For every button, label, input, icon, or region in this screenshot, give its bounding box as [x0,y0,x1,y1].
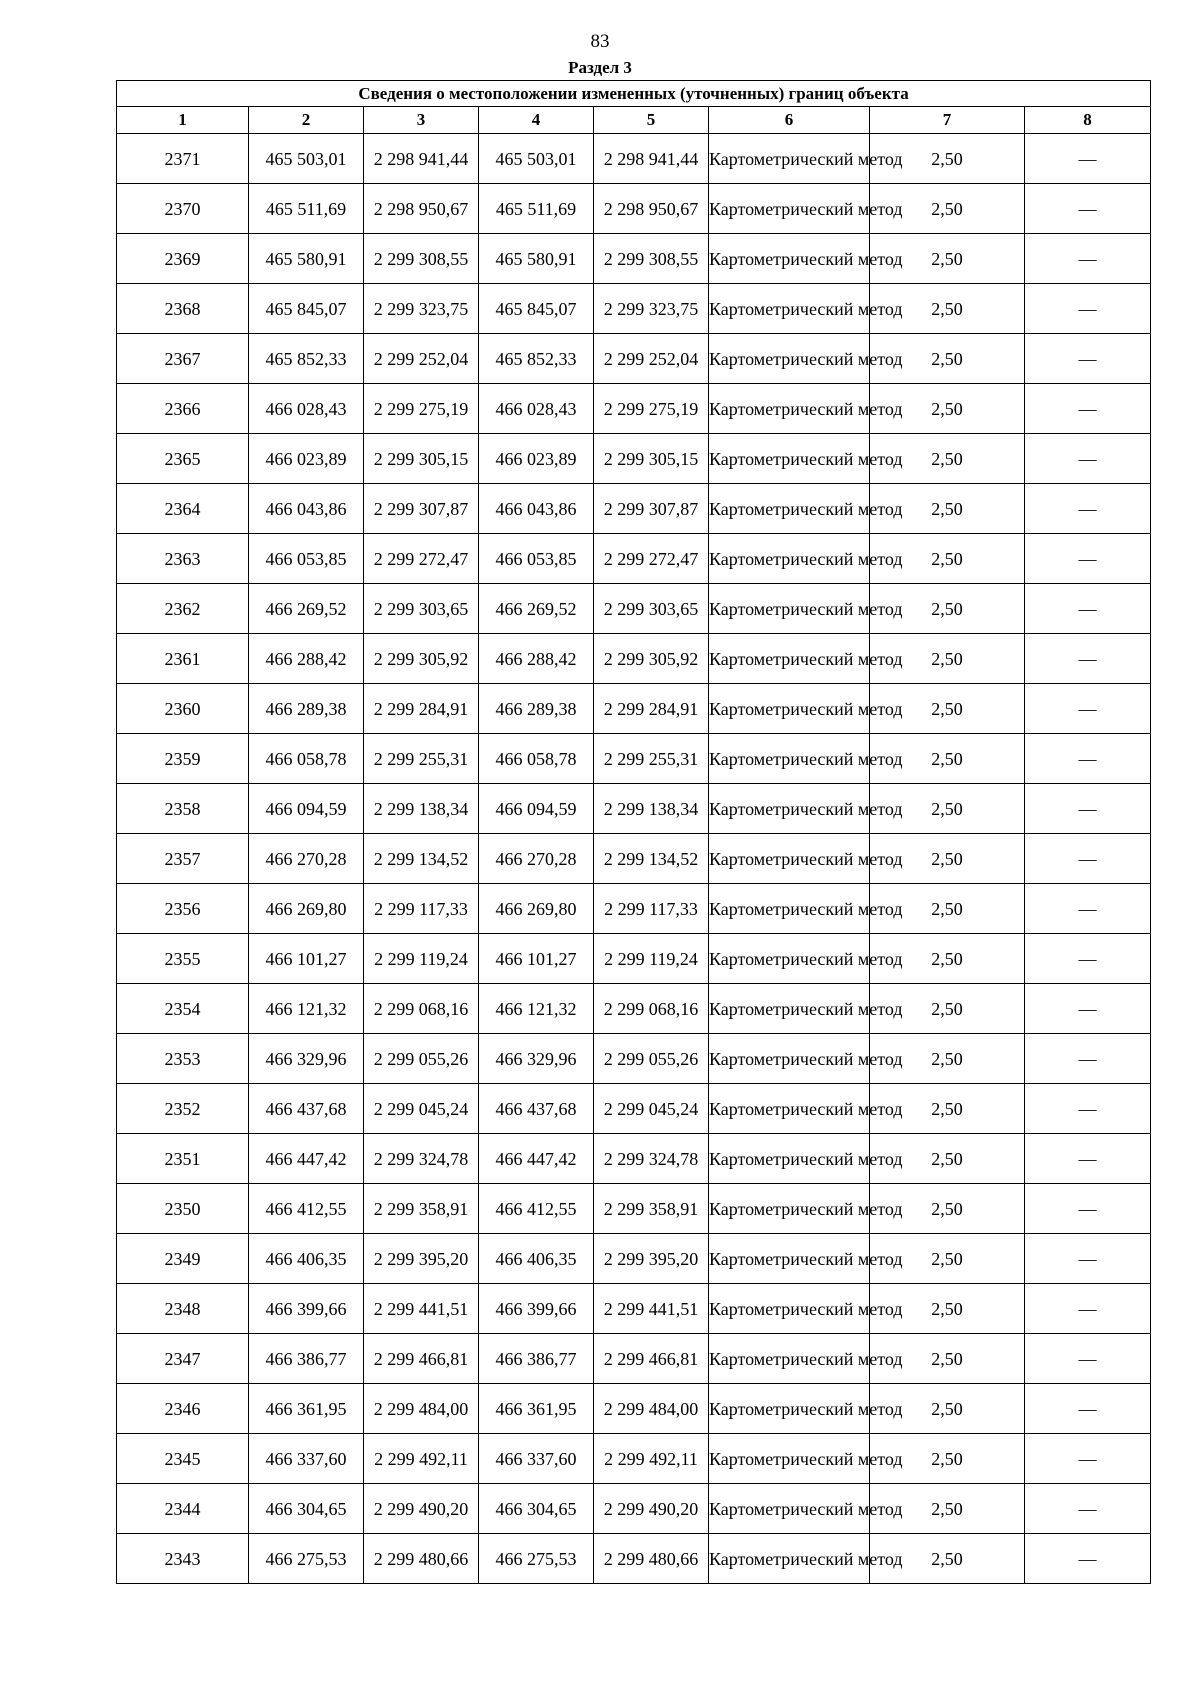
table-row [117,534,1151,584]
x-existing-cell: 466 270,28 [249,834,364,884]
method-cell: Картометрический метод [709,884,870,934]
y-existing-cell: 2 299 303,65 [364,584,479,634]
table-row [117,784,1151,834]
y-new-cell: 2 298 950,67 [594,184,709,234]
point-number-cell: 2358 [117,784,249,834]
accuracy-cell: 2,50 [870,584,1025,634]
point-number-cell: 2356 [117,884,249,934]
y-new-cell: 2 299 068,16 [594,984,709,1034]
x-existing-cell: 466 289,38 [249,684,364,734]
accuracy-cell: 2,50 [870,1084,1025,1134]
table-row [117,934,1151,984]
x-existing-cell: 466 043,86 [249,484,364,534]
x-existing-cell: 466 275,53 [249,1534,364,1584]
accuracy-cell: 2,50 [870,384,1025,434]
table-row [117,734,1151,784]
x-new-cell: 466 101,27 [479,934,594,984]
y-existing-cell: 2 299 272,47 [364,534,479,584]
method-cell: Картометрический метод [709,1134,870,1184]
description-cell: — [1025,1284,1151,1334]
y-existing-cell: 2 299 466,81 [364,1334,479,1384]
y-new-cell: 2 298 941,44 [594,134,709,184]
description-cell: — [1025,584,1151,634]
method-cell: Картометрический метод [709,284,870,334]
point-number-cell: 2366 [117,384,249,434]
accuracy-cell: 2,50 [870,334,1025,384]
x-existing-cell: 465 511,69 [249,184,364,234]
x-existing-cell: 465 845,07 [249,284,364,334]
description-cell: — [1025,934,1151,984]
x-existing-cell: 466 337,60 [249,1434,364,1484]
accuracy-cell: 2,50 [870,1334,1025,1384]
y-existing-cell: 2 299 324,78 [364,1134,479,1184]
table-row [117,984,1151,1034]
y-new-cell: 2 299 490,20 [594,1484,709,1534]
accuracy-cell: 2,50 [870,884,1025,934]
description-cell: — [1025,1084,1151,1134]
method-cell: Картометрический метод [709,784,870,834]
description-cell: — [1025,334,1151,384]
y-existing-cell: 2 299 119,24 [364,934,479,984]
y-existing-cell: 2 299 275,19 [364,384,479,434]
y-existing-cell: 2 299 307,87 [364,484,479,534]
point-number-cell: 2371 [117,134,249,184]
x-existing-cell: 466 386,77 [249,1334,364,1384]
x-existing-cell: 466 406,35 [249,1234,364,1284]
column-header: 6 [709,107,870,134]
y-new-cell: 2 299 308,55 [594,234,709,284]
table-row [117,1534,1151,1584]
x-new-cell: 466 406,35 [479,1234,594,1284]
y-new-cell: 2 299 395,20 [594,1234,709,1284]
table-row [117,1034,1151,1084]
point-number-cell: 2345 [117,1434,249,1484]
description-cell: — [1025,834,1151,884]
accuracy-cell: 2,50 [870,1184,1025,1234]
x-existing-cell: 466 101,27 [249,934,364,984]
point-number-cell: 2367 [117,334,249,384]
description-cell: — [1025,434,1151,484]
x-existing-cell: 466 058,78 [249,734,364,784]
y-existing-cell: 2 299 490,20 [364,1484,479,1534]
table-row [117,884,1151,934]
column-header: 8 [1025,107,1151,134]
x-existing-cell: 466 329,96 [249,1034,364,1084]
x-new-cell: 466 275,53 [479,1534,594,1584]
x-existing-cell: 465 852,33 [249,334,364,384]
description-cell: — [1025,234,1151,284]
x-new-cell: 466 337,60 [479,1434,594,1484]
description-cell: — [1025,634,1151,684]
table-row [117,1234,1151,1284]
point-number-cell: 2354 [117,984,249,1034]
y-new-cell: 2 299 272,47 [594,534,709,584]
x-new-cell: 465 580,91 [479,234,594,284]
method-cell: Картометрический метод [709,1334,870,1384]
x-new-cell: 466 269,80 [479,884,594,934]
coordinates-table [116,80,1151,1584]
y-new-cell: 2 299 305,15 [594,434,709,484]
method-cell: Картометрический метод [709,234,870,284]
point-number-cell: 2346 [117,1384,249,1434]
y-existing-cell: 2 299 492,11 [364,1434,479,1484]
y-new-cell: 2 299 305,92 [594,634,709,684]
x-new-cell: 465 503,01 [479,134,594,184]
accuracy-cell: 2,50 [870,834,1025,884]
x-new-cell: 465 845,07 [479,284,594,334]
description-cell: — [1025,284,1151,334]
description-cell: — [1025,384,1151,434]
accuracy-cell: 2,50 [870,1384,1025,1434]
method-cell: Картометрический метод [709,1184,870,1234]
description-cell: — [1025,884,1151,934]
point-number-cell: 2349 [117,1234,249,1284]
description-cell: — [1025,484,1151,534]
table-row [117,1284,1151,1334]
accuracy-cell: 2,50 [870,284,1025,334]
method-cell: Картометрический метод [709,934,870,984]
y-new-cell: 2 299 441,51 [594,1284,709,1334]
description-cell: — [1025,1184,1151,1234]
x-new-cell: 466 361,95 [479,1384,594,1434]
x-new-cell: 466 289,38 [479,684,594,734]
y-new-cell: 2 299 045,24 [594,1084,709,1134]
y-existing-cell: 2 299 138,34 [364,784,479,834]
y-existing-cell: 2 299 395,20 [364,1234,479,1284]
y-new-cell: 2 299 117,33 [594,884,709,934]
method-cell: Картометрический метод [709,384,870,434]
table-row [117,1184,1151,1234]
page-number: 83 [590,31,610,52]
point-number-cell: 2353 [117,1034,249,1084]
y-existing-cell: 2 299 358,91 [364,1184,479,1234]
method-cell: Картометрический метод [709,634,870,684]
point-number-cell: 2350 [117,1184,249,1234]
method-cell: Картометрический метод [709,1434,870,1484]
accuracy-cell: 2,50 [870,1284,1025,1334]
y-existing-cell: 2 299 134,52 [364,834,479,884]
y-existing-cell: 2 299 055,26 [364,1034,479,1084]
y-existing-cell: 2 299 441,51 [364,1284,479,1334]
table-row [117,1434,1151,1484]
x-existing-cell: 466 053,85 [249,534,364,584]
method-cell: Картометрический метод [709,1234,870,1284]
x-existing-cell: 466 288,42 [249,634,364,684]
point-number-cell: 2359 [117,734,249,784]
y-existing-cell: 2 299 252,04 [364,334,479,384]
table-row [117,234,1151,284]
point-number-cell: 2355 [117,934,249,984]
description-cell: — [1025,1334,1151,1384]
x-existing-cell: 466 361,95 [249,1384,364,1434]
description-cell: — [1025,684,1151,734]
table-row [117,284,1151,334]
x-existing-cell: 466 269,52 [249,584,364,634]
description-cell: — [1025,784,1151,834]
x-new-cell: 466 399,66 [479,1284,594,1334]
description-cell: — [1025,1234,1151,1284]
point-number-cell: 2351 [117,1134,249,1184]
y-existing-cell: 2 299 480,66 [364,1534,479,1584]
accuracy-cell: 2,50 [870,784,1025,834]
point-number-cell: 2348 [117,1284,249,1334]
point-number-cell: 2352 [117,1084,249,1134]
y-new-cell: 2 299 275,19 [594,384,709,434]
accuracy-cell: 2,50 [870,534,1025,584]
method-cell: Картометрический метод [709,584,870,634]
table-row [117,384,1151,434]
y-new-cell: 2 299 307,87 [594,484,709,534]
y-new-cell: 2 299 484,00 [594,1384,709,1434]
point-number-cell: 2360 [117,684,249,734]
accuracy-cell: 2,50 [870,134,1025,184]
accuracy-cell: 2,50 [870,984,1025,1034]
method-cell: Картометрический метод [709,434,870,484]
x-existing-cell: 465 580,91 [249,234,364,284]
column-header: 2 [249,107,364,134]
column-header: 7 [870,107,1025,134]
table-row [117,684,1151,734]
x-existing-cell: 466 094,59 [249,784,364,834]
x-existing-cell: 466 399,66 [249,1284,364,1334]
point-number-cell: 2365 [117,434,249,484]
x-existing-cell: 466 028,43 [249,384,364,434]
description-cell: — [1025,1384,1151,1434]
x-existing-cell: 466 412,55 [249,1184,364,1234]
accuracy-cell: 2,50 [870,734,1025,784]
y-existing-cell: 2 299 068,16 [364,984,479,1034]
accuracy-cell: 2,50 [870,1034,1025,1084]
y-existing-cell: 2 299 323,75 [364,284,479,334]
point-number-cell: 2369 [117,234,249,284]
x-new-cell: 466 094,59 [479,784,594,834]
y-new-cell: 2 299 303,65 [594,584,709,634]
x-new-cell: 466 121,32 [479,984,594,1034]
accuracy-cell: 2,50 [870,184,1025,234]
y-existing-cell: 2 299 255,31 [364,734,479,784]
y-new-cell: 2 299 324,78 [594,1134,709,1184]
description-cell: — [1025,1134,1151,1184]
column-header: 1 [117,107,249,134]
method-cell: Картометрический метод [709,834,870,884]
point-number-cell: 2343 [117,1534,249,1584]
x-existing-cell: 466 437,68 [249,1084,364,1134]
y-existing-cell: 2 299 117,33 [364,884,479,934]
y-existing-cell: 2 298 941,44 [364,134,479,184]
table-row [117,834,1151,884]
x-new-cell: 466 412,55 [479,1184,594,1234]
x-new-cell: 466 447,42 [479,1134,594,1184]
accuracy-cell: 2,50 [870,1434,1025,1484]
column-header: 5 [594,107,709,134]
point-number-cell: 2361 [117,634,249,684]
y-new-cell: 2 299 358,91 [594,1184,709,1234]
x-new-cell: 465 852,33 [479,334,594,384]
table-row [117,484,1151,534]
description-cell: — [1025,734,1151,784]
x-new-cell: 466 437,68 [479,1084,594,1134]
y-existing-cell: 2 299 484,00 [364,1384,479,1434]
y-existing-cell: 2 299 308,55 [364,234,479,284]
point-number-cell: 2362 [117,584,249,634]
description-cell: — [1025,1034,1151,1084]
x-existing-cell: 466 023,89 [249,434,364,484]
x-new-cell: 466 386,77 [479,1334,594,1384]
y-new-cell: 2 299 284,91 [594,684,709,734]
method-cell: Картометрический метод [709,484,870,534]
y-existing-cell: 2 299 305,92 [364,634,479,684]
x-existing-cell: 466 447,42 [249,1134,364,1184]
method-cell: Картометрический метод [709,134,870,184]
method-cell: Картометрический метод [709,1484,870,1534]
x-new-cell: 466 043,86 [479,484,594,534]
y-new-cell: 2 299 119,24 [594,934,709,984]
point-number-cell: 2347 [117,1334,249,1384]
point-number-cell: 2344 [117,1484,249,1534]
x-new-cell: 466 270,28 [479,834,594,884]
x-existing-cell: 465 503,01 [249,134,364,184]
y-new-cell: 2 299 055,26 [594,1034,709,1084]
method-cell: Картометрический метод [709,1534,870,1584]
accuracy-cell: 2,50 [870,684,1025,734]
table-row [117,584,1151,634]
y-new-cell: 2 299 323,75 [594,284,709,334]
method-cell: Картометрический метод [709,984,870,1034]
accuracy-cell: 2,50 [870,1234,1025,1284]
table-row [117,1484,1151,1534]
accuracy-cell: 2,50 [870,1134,1025,1184]
accuracy-cell: 2,50 [870,1534,1025,1584]
point-number-cell: 2364 [117,484,249,534]
accuracy-cell: 2,50 [870,484,1025,534]
x-new-cell: 466 288,42 [479,634,594,684]
point-number-cell: 2370 [117,184,249,234]
y-new-cell: 2 299 480,66 [594,1534,709,1584]
column-header: 3 [364,107,479,134]
y-existing-cell: 2 298 950,67 [364,184,479,234]
method-cell: Картометрический метод [709,184,870,234]
table-row [117,434,1151,484]
method-cell: Картометрический метод [709,1034,870,1084]
y-new-cell: 2 299 252,04 [594,334,709,384]
accuracy-cell: 2,50 [870,1484,1025,1534]
y-new-cell: 2 299 138,34 [594,784,709,834]
method-cell: Картометрический метод [709,1084,870,1134]
description-cell: — [1025,134,1151,184]
y-new-cell: 2 299 134,52 [594,834,709,884]
section-title: Раздел 3 [568,58,632,77]
y-existing-cell: 2 299 045,24 [364,1084,479,1134]
x-new-cell: 466 058,78 [479,734,594,784]
table-body [117,134,1151,1584]
y-new-cell: 2 299 492,11 [594,1434,709,1484]
x-new-cell: 466 053,85 [479,534,594,584]
table-row [117,1134,1151,1184]
x-existing-cell: 466 121,32 [249,984,364,1034]
table-row [117,1334,1151,1384]
description-cell: — [1025,534,1151,584]
x-new-cell: 466 028,43 [479,384,594,434]
point-number-cell: 2357 [117,834,249,884]
x-new-cell: 466 329,96 [479,1034,594,1084]
method-cell: Картометрический метод [709,1384,870,1434]
method-cell: Картометрический метод [709,684,870,734]
method-cell: Картометрический метод [709,1284,870,1334]
description-cell: — [1025,1434,1151,1484]
point-number-cell: 2363 [117,534,249,584]
accuracy-cell: 2,50 [870,234,1025,284]
y-existing-cell: 2 299 305,15 [364,434,479,484]
x-existing-cell: 466 304,65 [249,1484,364,1534]
table-row [117,184,1151,234]
table-row [117,1084,1151,1134]
accuracy-cell: 2,50 [870,434,1025,484]
table-row [117,134,1151,184]
x-new-cell: 466 023,89 [479,434,594,484]
x-new-cell: 465 511,69 [479,184,594,234]
column-header-row [117,107,1151,134]
y-new-cell: 2 299 255,31 [594,734,709,784]
description-cell: — [1025,1534,1151,1584]
method-cell: Картометрический метод [709,334,870,384]
table-row [117,634,1151,684]
table-caption: Сведения о местоположении измененных (уточненных) границ объекта [117,81,1151,107]
y-existing-cell: 2 299 284,91 [364,684,479,734]
x-new-cell: 466 304,65 [479,1484,594,1534]
point-number-cell: 2368 [117,284,249,334]
y-new-cell: 2 299 466,81 [594,1334,709,1384]
method-cell: Картометрический метод [709,734,870,784]
column-header: 4 [479,107,594,134]
x-existing-cell: 466 269,80 [249,884,364,934]
x-new-cell: 466 269,52 [479,584,594,634]
table-row [117,1384,1151,1434]
description-cell: — [1025,984,1151,1034]
accuracy-cell: 2,50 [870,934,1025,984]
accuracy-cell: 2,50 [870,634,1025,684]
description-cell: — [1025,1484,1151,1534]
description-cell: — [1025,184,1151,234]
table-row [117,334,1151,384]
method-cell: Картометрический метод [709,534,870,584]
